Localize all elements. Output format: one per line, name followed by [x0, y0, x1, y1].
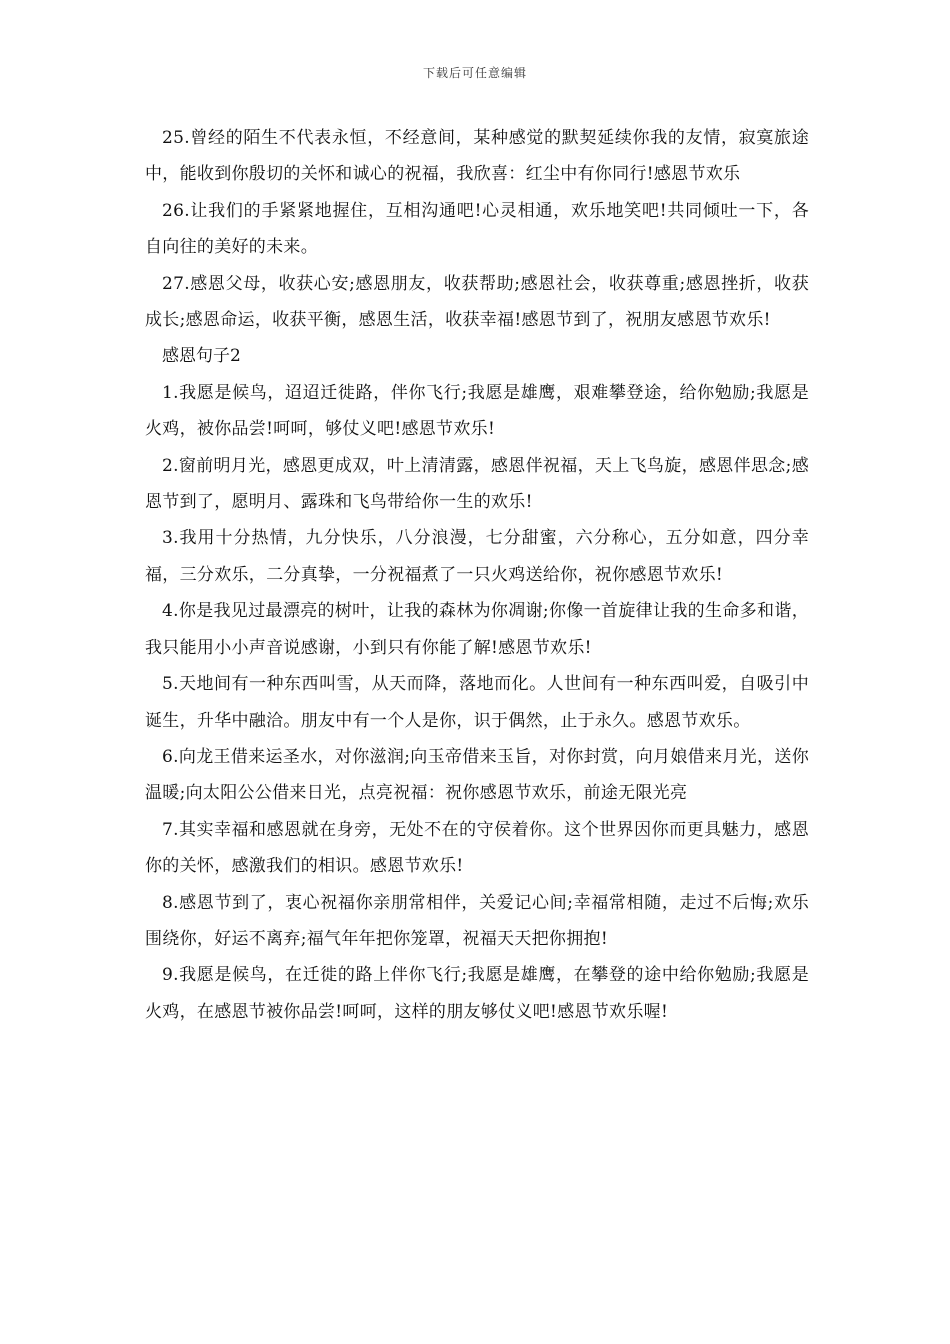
- paragraph-2: 2.窗前明月光，感恩更成双，叶上清清露，感恩伴祝福，天上飞鸟旋，感恩伴思念;感恩节到了，愿明月、露珠和飞鸟带给你一生的欢乐!: [145, 455, 809, 513]
- paragraph-4: 4.你是我见过最漂亮的树叶，让我的森林为你凋谢;你像一首旋律让我的生命多和谐，我只能用小小声音说感谢，小到只有你能了解!感恩节欢乐!: [145, 601, 809, 658]
- paragraph-3: 3.我用十分热情，九分快乐，八分浪漫，七分甜蜜，六分称心，五分如意，四分幸福，三分欢乐，二分真挚，一分祝福煮了一只火鸡送给你，祝你感恩节欢乐!: [145, 528, 809, 585]
- paragraph-27: 27.感恩父母，收获心安;感恩朋友，收获帮助;感恩社会，收获尊重;感恩挫折，收获成长;感恩命运，收获平衡，感恩生活，收获幸福!感恩节到了，祝朋友感恩节欢乐!: [145, 273, 809, 331]
- paragraph-7: 7.其实幸福和感恩就在身旁，无处不在的守侯着你。这个世界因你而更具魅力，感恩你的关怀，感激我们的相识。感恩节欢乐!: [145, 819, 809, 877]
- header-note: 下载后可任意编辑: [422, 66, 527, 80]
- paragraph-5: 5.天地间有一种东西叫雪，从天而降，落地而化。人世间有一种东西叫爱，自吸引中诞生，升华中融洽。朋友中有一个人是你，识于偶然，止于永久。感恩节欢乐。: [145, 674, 809, 731]
- paragraph-25: 25.曾经的陌生不代表永恒，不经意间，某种感觉的默契延续你我的友情，寂寞旅途中，能收到你殷切的关怀和诚心的祝福，我欣喜：红尘中有你同行!感恩节欢乐: [145, 128, 809, 185]
- paragraph-6: 6.向龙王借来运圣水，对你滋润;向玉帝借来玉旨，对你封赏，向月娘借来月光，送你温暖;向太阳公公借来日光，点亮祝福：祝你感恩节欢乐，前途无限光亮: [145, 746, 809, 804]
- paragraph-8: 8.感恩节到了，衷心祝福你亲朋常相伴，关爱记心间;幸福常相随，走过不后悔;欢乐围绕你，好运不离弃;福气年年把你笼罩，祝福天天把你拥抱!: [145, 892, 809, 949]
- paragraph-26: 26.让我们的手紧紧地握住，互相沟通吧!心灵相通，欢乐地笑吧!共同倾吐一下，各自向往的美好的未来。: [145, 200, 809, 258]
- paragraph-1: 1.我愿是候鸟，迢迢迁徙路，伴你飞行;我愿是雄鹰，艰难攀登途，给你勉励;我愿是火鸡，被你品尝!呵呵，够仗义吧!感恩节欢乐!: [145, 382, 809, 440]
- section-title: 感恩句子2: [162, 346, 241, 367]
- paragraph-9: 9.我愿是候鸟，在迁徙的路上伴你飞行;我愿是雄鹰，在攀登的途中给你勉励;我愿是火鸡，在感恩节被你品尝!呵呵，这样的朋友够仗义吧!感恩节欢乐喔!: [145, 965, 809, 1022]
- document-body: [145, 120, 809, 1030]
